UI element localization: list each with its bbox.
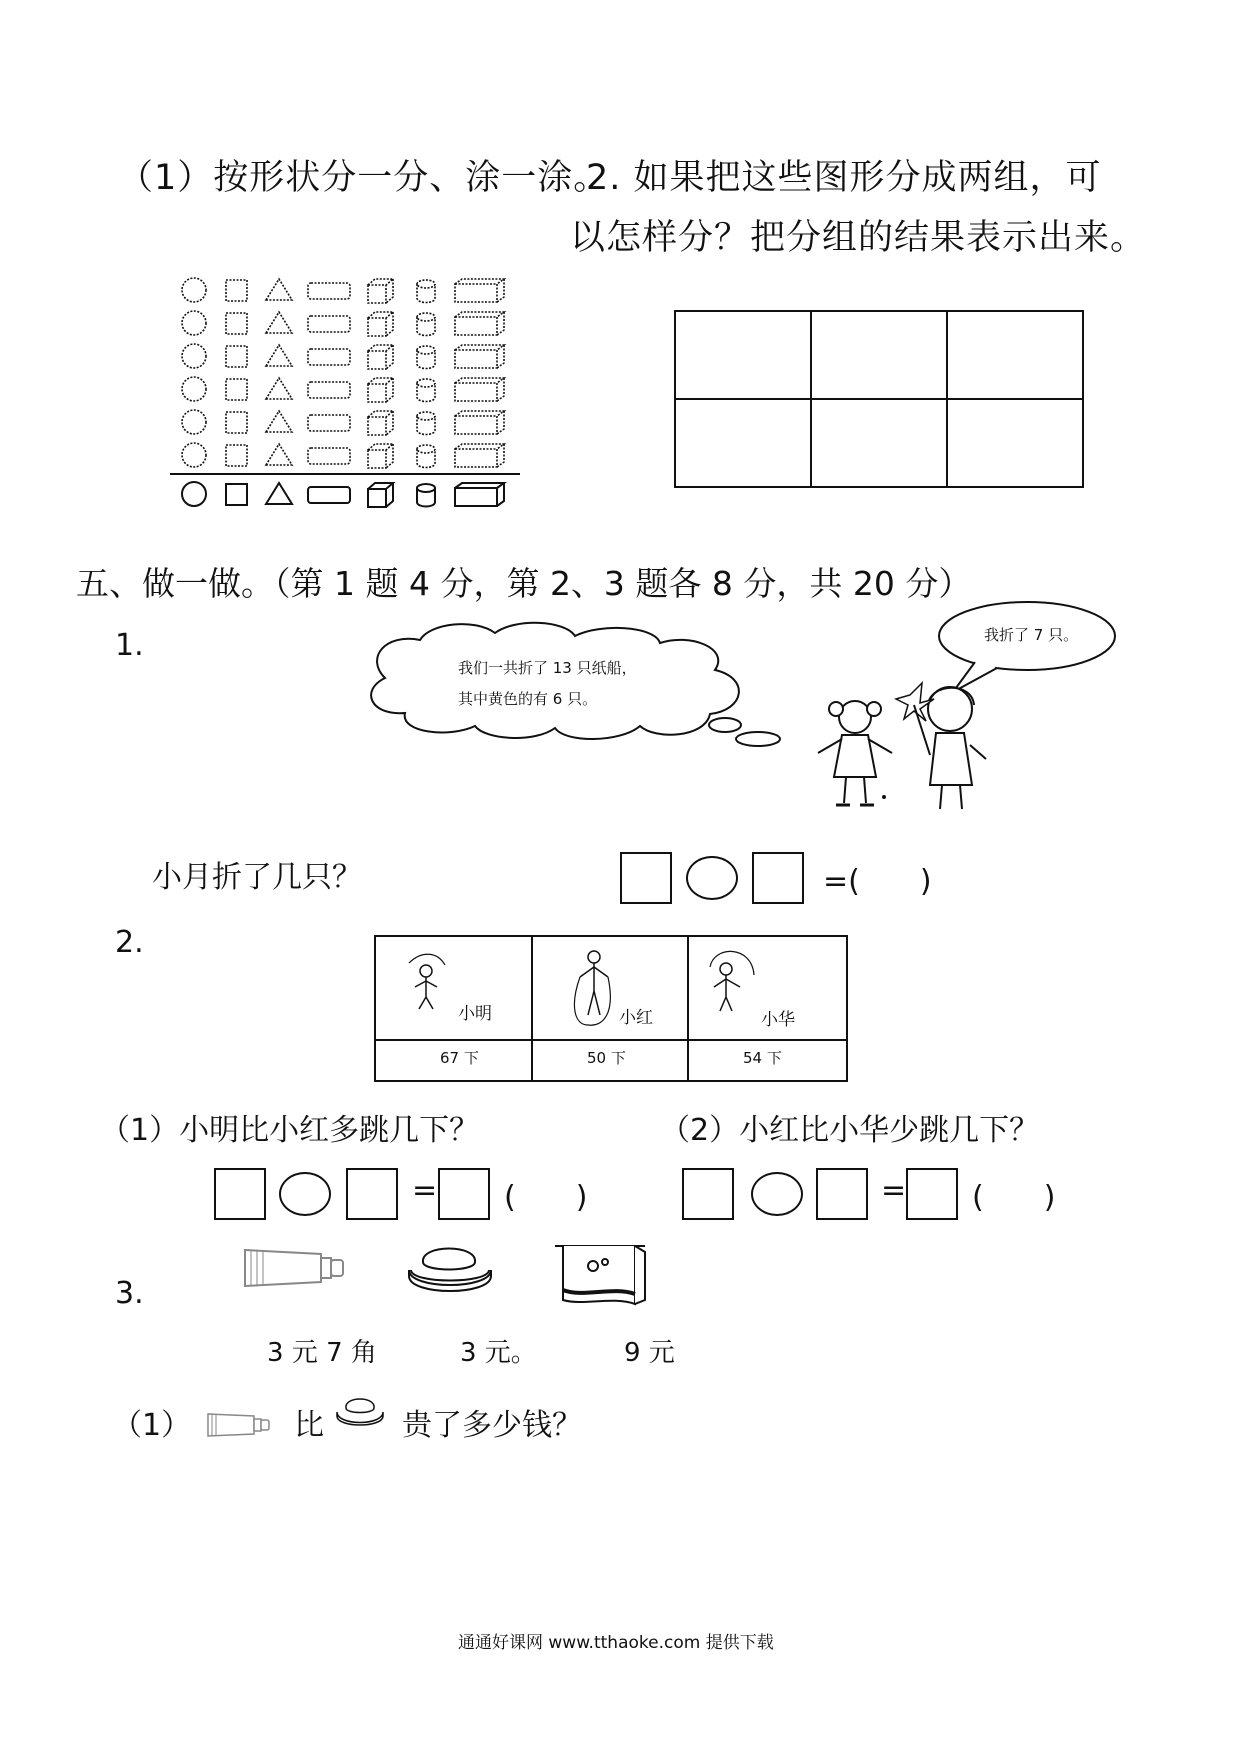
rectangle-icon[interactable] [308, 283, 350, 299]
rectangle-icon[interactable] [308, 448, 350, 464]
circle-icon[interactable] [182, 311, 206, 335]
cylinder-icon[interactable] [417, 379, 435, 402]
left-speech-cloud [355, 618, 815, 748]
q3-compare-word: 比 [294, 1408, 324, 1443]
child-jumping-rope-icon [566, 945, 622, 1031]
rectangle-icon[interactable] [308, 415, 350, 431]
cuboid-icon[interactable] [455, 345, 504, 368]
q2-grouping-line2: 以怎样分？把分组的结果表示出来。 [570, 218, 1147, 258]
triangle-icon[interactable] [266, 411, 292, 432]
cube-icon[interactable] [368, 378, 393, 402]
cylinder-icon[interactable] [417, 484, 435, 507]
rectangle-icon[interactable] [308, 349, 350, 365]
shape-sort-chart[interactable] [180, 278, 525, 548]
cylinder-icon[interactable] [417, 445, 435, 468]
child-jumping-rope-icon [700, 947, 760, 1027]
q1-number: 1. [115, 628, 144, 663]
operator-oval[interactable] [279, 1172, 331, 1216]
cuboid-icon[interactable] [455, 483, 504, 506]
cube-icon[interactable] [368, 483, 393, 507]
student-name: 小明 [458, 1004, 492, 1024]
grouping-grid[interactable] [674, 310, 1084, 488]
q1-question: 小月折了几只？ [152, 860, 362, 895]
square-icon[interactable] [226, 346, 247, 367]
toothpaste-icon [243, 1242, 345, 1294]
triangle-icon[interactable] [266, 345, 292, 366]
student-name: 小红 [619, 1008, 653, 1028]
footer-credit: 通通好课网 www.tthaoke.com 提供下载 [458, 1633, 774, 1653]
answer-box[interactable] [620, 852, 672, 904]
q3-number: 3. [115, 1276, 144, 1311]
jump-rope-table [374, 935, 848, 1082]
answer-box[interactable] [346, 1168, 398, 1220]
cylinder-icon[interactable] [417, 313, 435, 336]
triangle-icon[interactable] [266, 279, 292, 300]
square-icon[interactable] [226, 280, 247, 301]
grid-cell[interactable] [947, 311, 1083, 399]
circle-icon[interactable] [182, 410, 206, 434]
unit-paren: ( ) [504, 1180, 588, 1215]
cylinder-icon[interactable] [417, 412, 435, 435]
triangle-icon[interactable] [266, 312, 292, 333]
circle-icon[interactable] [182, 377, 206, 401]
q2-sub2-question: （2）小红比小华少跳几下？ [660, 1113, 1040, 1148]
grid-cell[interactable] [947, 399, 1083, 487]
answer-box[interactable] [752, 852, 804, 904]
soap-icon [405, 1240, 495, 1300]
equals-sign: = [412, 1173, 438, 1208]
triangle-icon[interactable] [266, 444, 292, 465]
rectangle-icon[interactable] [308, 382, 350, 398]
soap-small-icon [334, 1394, 386, 1430]
girl-with-pinwheel-icon [890, 675, 1000, 815]
section5-heading: 五、做一做。（第 1 题 4 分，第 2、3 题各 8 分，共 20 分） [76, 564, 972, 603]
cube-icon[interactable] [368, 345, 393, 369]
q1-shape-sort-label: （1）按形状分一分、涂一涂。 [118, 158, 610, 198]
rectangle-icon[interactable] [308, 487, 350, 503]
q2-number: 2. [115, 925, 144, 960]
cube-icon[interactable] [368, 312, 393, 336]
cuboid-icon[interactable] [455, 411, 504, 434]
right-bubble-text: 我折了 7 只。 [984, 626, 1079, 644]
grid-cell[interactable] [811, 311, 947, 399]
price-toothpaste: 3 元 7 角 [267, 1338, 377, 1368]
q3-sub1-suffix: 贵了多少钱？ [402, 1408, 582, 1443]
cylinder-icon[interactable] [417, 280, 435, 303]
q3-sub1-prefix: （1） [112, 1408, 192, 1443]
cuboid-icon[interactable] [455, 444, 504, 467]
dot-mark [882, 795, 886, 799]
circle-icon[interactable] [182, 344, 206, 368]
answer-box[interactable] [214, 1168, 266, 1220]
operator-oval[interactable] [751, 1172, 803, 1216]
square-icon[interactable] [226, 484, 247, 505]
left-bubble-line1: 我们一共折了 13 只纸船， [458, 659, 637, 677]
equals-sign: = [881, 1173, 907, 1208]
triangle-icon[interactable] [266, 483, 292, 504]
operator-oval[interactable] [686, 856, 738, 900]
student-name: 小华 [761, 1010, 795, 1030]
child-jumping-rope-icon [401, 951, 451, 1021]
jump-count: 67 下 [440, 1049, 479, 1067]
square-icon[interactable] [226, 412, 247, 433]
square-icon[interactable] [226, 313, 247, 334]
square-icon[interactable] [226, 445, 247, 466]
circle-icon[interactable] [182, 482, 206, 506]
answer-box[interactable] [816, 1168, 868, 1220]
towel-icon [553, 1238, 649, 1316]
answer-box[interactable] [906, 1168, 958, 1220]
q2-grouping-line1: 2. 如果把这些图形分成两组，可 [586, 158, 1102, 198]
q2-sub1-question: （1）小明比小红多跳几下？ [100, 1113, 480, 1148]
circle-icon[interactable] [182, 278, 206, 302]
grid-cell[interactable] [811, 399, 947, 487]
toothpaste-small-icon [206, 1408, 272, 1440]
cuboid-icon[interactable] [455, 279, 504, 302]
cuboid-icon[interactable] [455, 378, 504, 401]
price-soap: 3 元。 [460, 1338, 537, 1368]
cube-icon[interactable] [368, 411, 393, 435]
triangle-icon[interactable] [266, 378, 292, 399]
left-bubble-line2: 其中黄色的有 6 只。 [458, 690, 598, 708]
cuboid-icon[interactable] [455, 312, 504, 335]
cube-icon[interactable] [368, 444, 393, 468]
jump-count: 54 下 [743, 1049, 782, 1067]
answer-box[interactable] [682, 1168, 734, 1220]
q1-equals-paren: =( ) [823, 864, 932, 899]
cylinder-icon[interactable] [417, 346, 435, 369]
cube-icon[interactable] [368, 279, 393, 303]
circle-icon[interactable] [182, 443, 206, 467]
answer-box[interactable] [438, 1168, 490, 1220]
price-towel: 9 元 [624, 1338, 675, 1368]
grid-cell[interactable] [675, 311, 811, 399]
unit-paren: ( ) [972, 1180, 1056, 1215]
square-icon[interactable] [226, 379, 247, 400]
grid-cell[interactable] [675, 399, 811, 487]
rectangle-icon[interactable] [308, 316, 350, 332]
jump-count: 50 下 [587, 1049, 626, 1067]
